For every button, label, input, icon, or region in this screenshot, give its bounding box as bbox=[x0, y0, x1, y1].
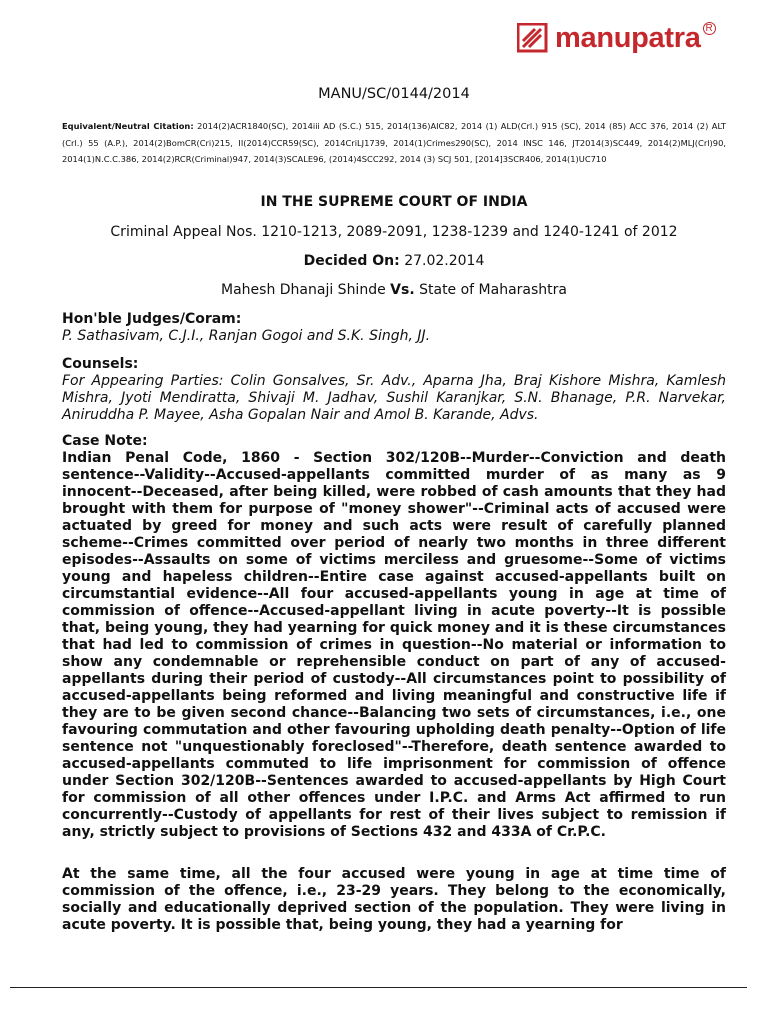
judgment-paragraph: At the same time, all the four accused were young in age at time time of commission of the offence, i.e., 23-29 years. They belong to the economically, socially and educationally deprived section of the population. They were living in acute poverty. It is possible that, being young, they had a yearning for bbox=[62, 866, 726, 933]
counsels-text: For Appearing Parties: Colin Gonsalves, Sr. Adv., Aparna Jha, Braj Kishore Mishra, Kamlesh Mishra, Jyoti Mendiratta, Shivaji M. Jadhav, Sushil Karanjkar, S.N. Bhanage, P.R. Narvekar, Aniruddha P. Mayee, Asha Gopalan Nair and Amol B. Karande, Advs. bbox=[62, 373, 726, 423]
counsels-section bbox=[62, 356, 726, 424]
case-note-heading: Case Note: bbox=[62, 433, 148, 449]
manupatra-logo-text: manupatra bbox=[555, 21, 701, 54]
equivalent-citation bbox=[62, 118, 726, 168]
decided-on bbox=[62, 253, 726, 269]
judges-section bbox=[62, 311, 726, 345]
case-note-section bbox=[62, 433, 726, 841]
registered-mark-icon: R bbox=[703, 22, 716, 35]
decided-on-label: Decided On: bbox=[303, 253, 400, 269]
appeal-numbers: Criminal Appeal Nos. 1210-1213, 2089-2091, 1238-1239 and 1240-1241 of 2012 bbox=[110, 224, 678, 240]
case-parties bbox=[62, 282, 726, 298]
manupatra-logo bbox=[517, 20, 713, 56]
manu-citation: MANU/SC/0144/2014 bbox=[318, 86, 470, 102]
equivalent-citation-text: 2014(2)ACR1840(SC), 2014iii AD (S.C.) 515, 2014(136)AIC82, 2014 (1) ALD(Crl.) 915 (SC), 2014 (85) ACC 376, 2014 (2) ALT (Crl.) 55 (A.P.), 2014(2)BomCR(Cri)215, II(2014)CCR59(SC), 2014CriLJ1739, 2014(1)Crimes290(SC), 2014 INSC 146, JT2014(3)SC449, 2014(2)MLJ(Crl)90, 2014(1)N.C.C.386, 2014(2)RCR(Criminal)947, 2014(3)SCALE96, (2014)4SCC292, 2014 (3) SCJ 501, [2014]3SCR406, 2014(1)UC710 bbox=[62, 121, 727, 164]
manupatra-logo-icon bbox=[517, 23, 549, 53]
court-name: IN THE SUPREME COURT OF INDIA bbox=[260, 194, 528, 210]
appellant-name: Mahesh Dhanaji Shinde bbox=[221, 282, 386, 298]
counsels-heading: Counsels: bbox=[62, 356, 139, 372]
respondent-name: State of Maharashtra bbox=[419, 282, 567, 298]
equivalent-citation-label: Equivalent/Neutral Citation: bbox=[62, 121, 194, 131]
judges-names: P. Sathasivam, C.J.I., Ranjan Gogoi and S.K. Singh, JJ. bbox=[62, 328, 431, 344]
footer-divider bbox=[10, 987, 747, 988]
case-note-text: Indian Penal Code, 1860 - Section 302/120B--Murder--Conviction and death sentence--Validity--Accused-appellants committed murder of as many as 9 innocent--Deceased, after being killed, were robbed of cash amounts that they had brought with them for purpose of "money shower"--Criminal acts of accused were actuated by greed for money and such acts were result of carefully planned scheme--Crimes committed over period of nearly two months in three different episodes--Assaults on some of victims merciless and gruesome--Some of victims young and hapeless children--Entire case against accused-appellants built on circumstantial evidence--All four accused-appellants young in age at time of commission of offence--Accused-appellant living in acute poverty--It is possible that, being young, they had yearning for quick money and it is these circumstances that had led to commission of crimes in question--No material or information to show any condemnable or reprehensible conduct on part of any of accused-appellants during their period of custody--All circumstances point to possibility of accused-appellants being reformed and living meaningful and constructive life if they are to be given second chance--Balancing two sets of circumstances, i.e., one favouring commutation and other favouring upholding death penalty--Option of life sentence not "unquestionably foreclosed"--Therefore, death sentence awarded to accused-appellants commuted to life imprisonment for commission of offence under Section 302/120B--Sentences awarded to accused-appellants by High Court for commission of all other offences under I.P.C. and Arms Act affirmed to run concurrently--Custody of appellants for rest of their lives subject to remission if any, strictly subject to provisions of Sections 432 and 433A of Cr.P.C. bbox=[62, 450, 726, 840]
versus-label: Vs. bbox=[390, 282, 415, 298]
decided-on-date: 27.02.2014 bbox=[404, 253, 485, 269]
judges-heading: Hon'ble Judges/Coram: bbox=[62, 311, 242, 327]
